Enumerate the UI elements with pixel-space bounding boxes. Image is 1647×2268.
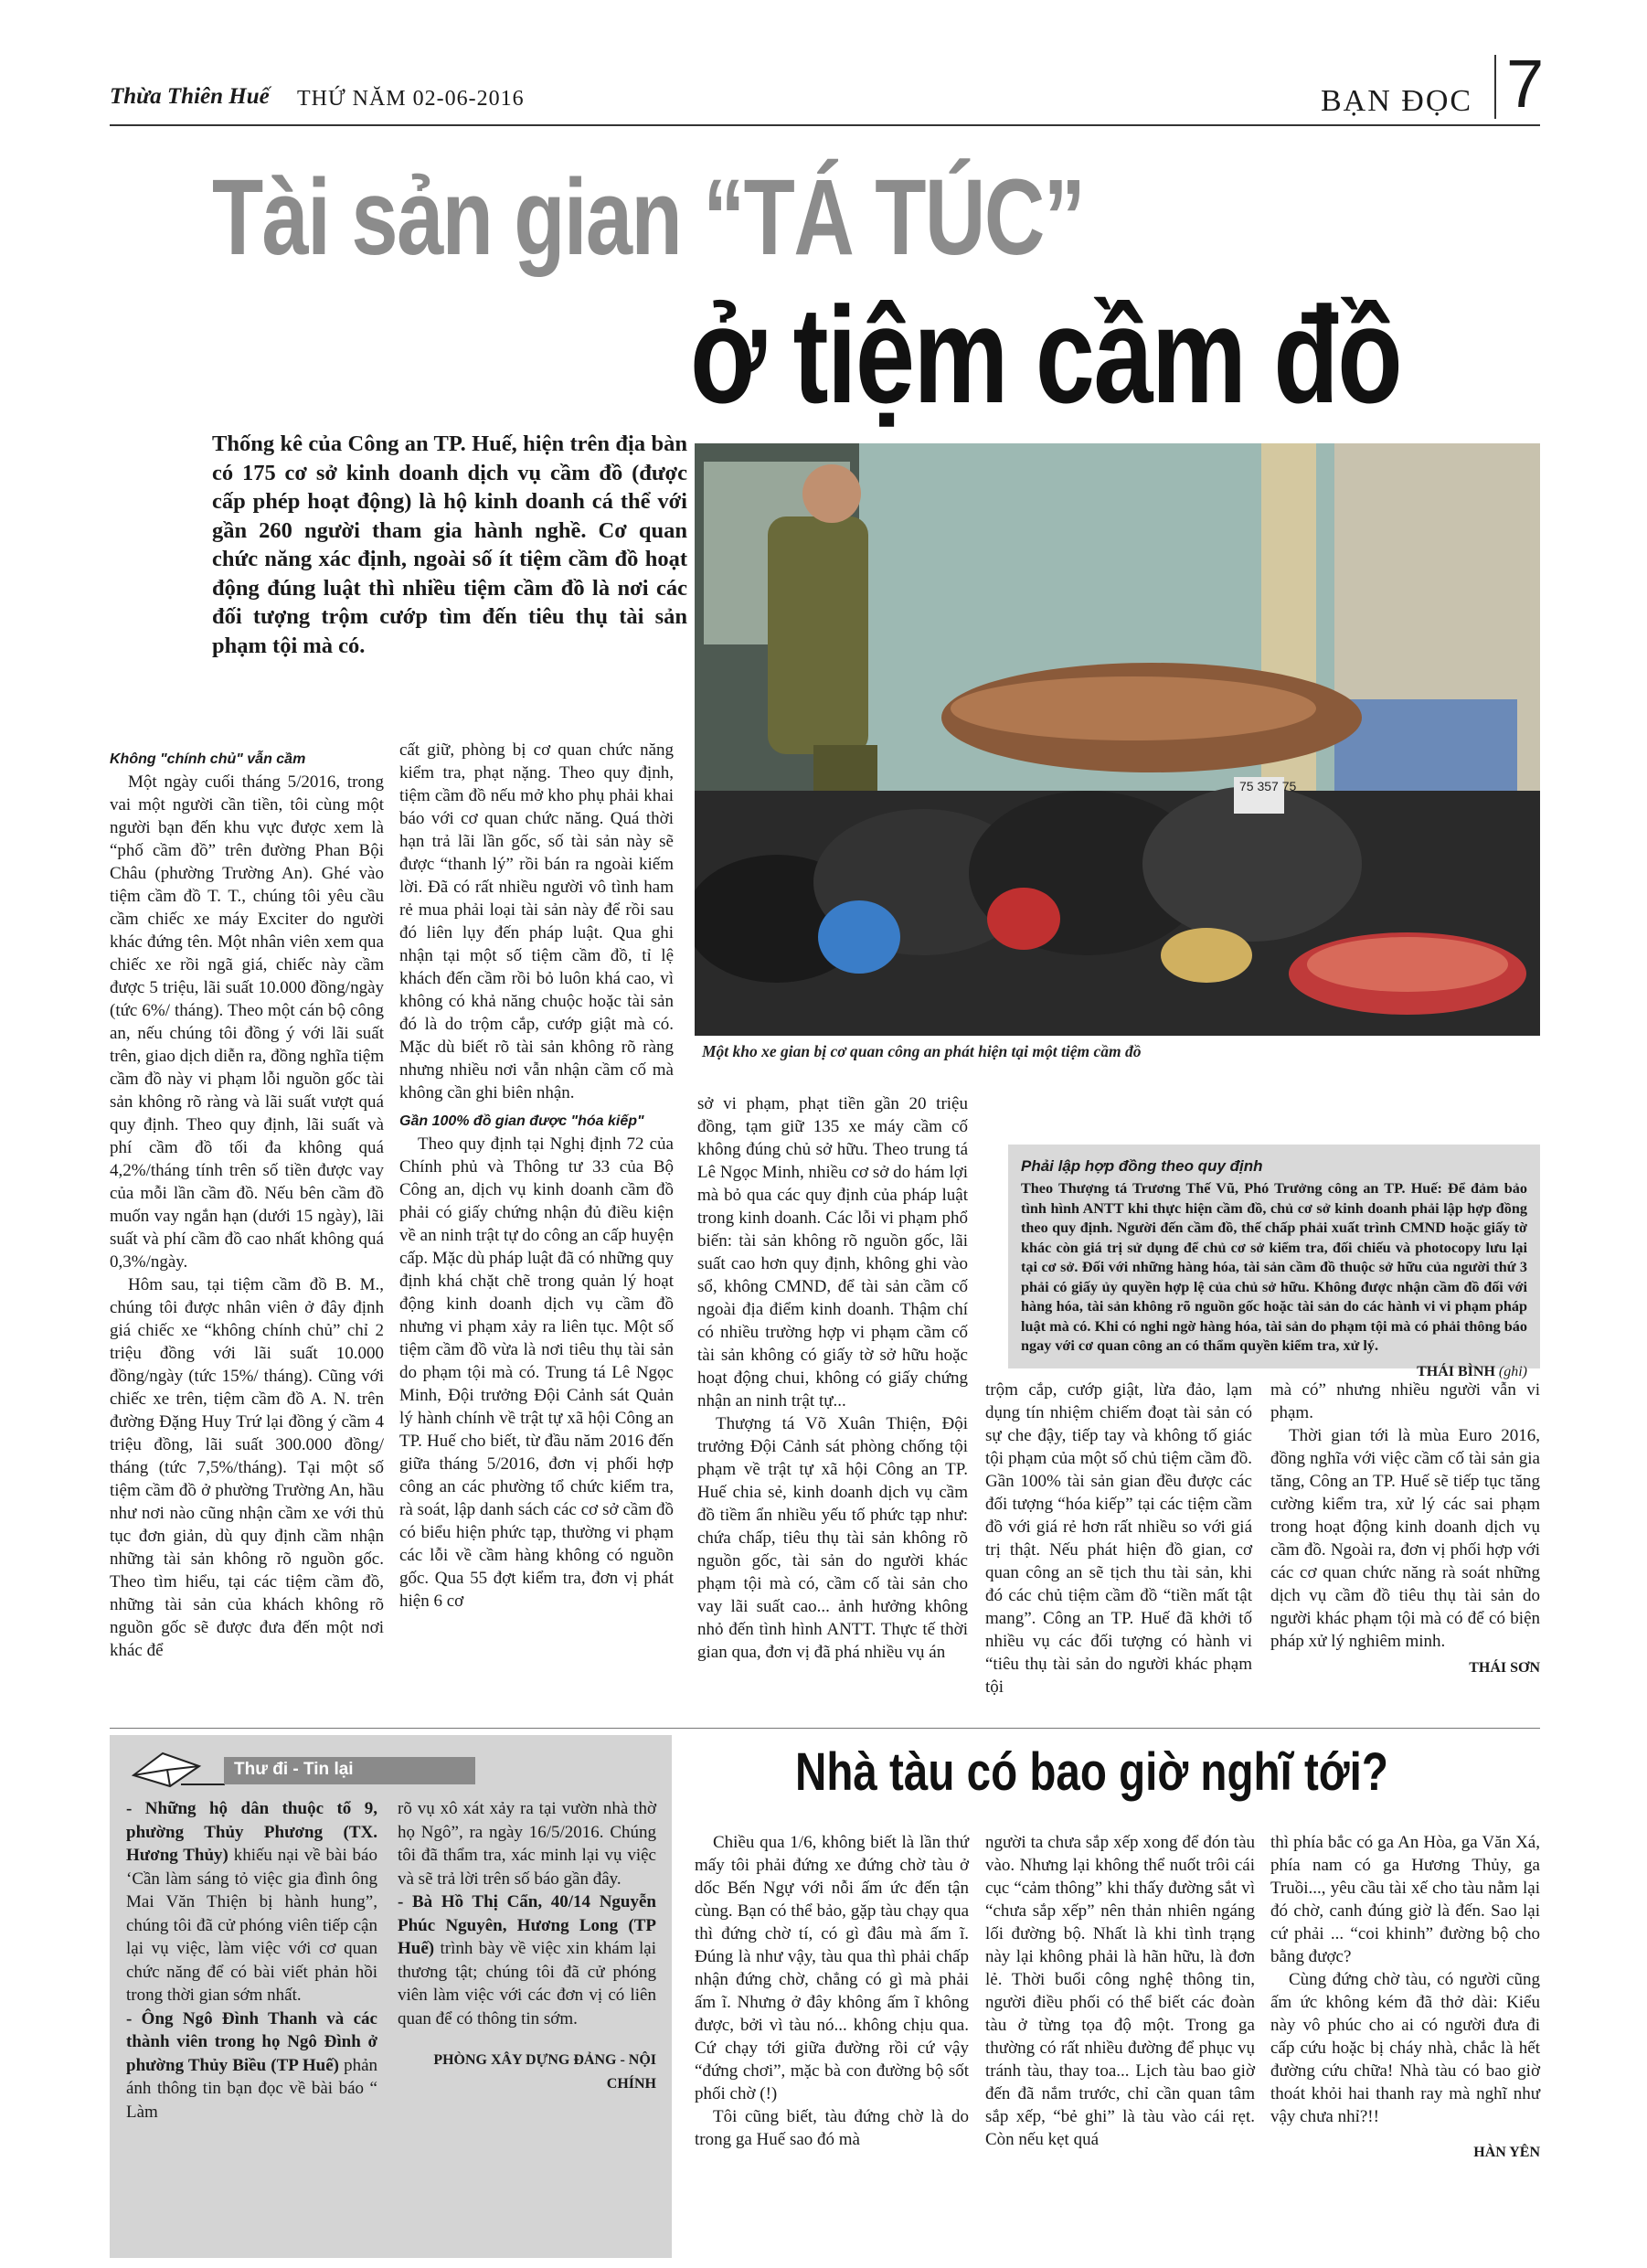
column-paragraph: cất giữ, phòng bị cơ quan chức năng kiểm tra, phạt nặng. Theo quy định, tiệm cầm đồ nếu mở kho phụ phải khai báo với cơ quan chức năng. Quá thời hạn trả lãi lần gốc, số tài sản này sẽ được “thanh lý” rồi bán ra ngoài kiếm lời. Đã có rất nhiều người vô tình ham rẻ mua phải loại tài sản này để rồi sau đó liên lụy đến pháp luật. Qua ghi nhận tại một số tiệm cầm đồ, tỉ lệ khách đến cầm rồi bỏ luôn khá cao, vì không có khả năng chuộc hoặc tài sản đó là do trộm cắp, cướp giật mà có. Mặc dù biết rõ tài sản không rõ ràng nhưng nhiều nơi vẫn nhận cầm cố mà không cần ghi biên nhận. (399, 740, 674, 1102)
letter-text: khiếu nại về bài báo ‘Cần làm sáng tỏ việc gia đình ông Mai Văn Thiện bị hành hung”, chúng tôi đã cử phóng viên tiếp cận lại vụ việc, làm việc với cơ quan chức năng để có bài viết phản hồi trong thời gian sớm nhất. (126, 1846, 377, 2005)
letters-signature: PHÒNG XÂY DỰNG ĐẢNG - NỘI CHÍNH (433, 2052, 656, 2092)
column-paragraph: Theo quy định tại Nghị định 72 của Chính phủ và Thông tư 33 của Bộ Công an, dịch vụ kinh doanh cầm đồ phải có giấy chứng nhận đủ điều kiện về an ninh trật tự do công an cấp huyện cấp. Mặc dù pháp luật đã có những quy định khá chặt chẽ trong quản lý hoạt động kinh doanh dịch vụ cầm đồ nhưng vi phạm xảy ra liên tục. Một số tiệm cầm đồ vừa là nơi tiêu thụ tài sản do phạm tội mà có. Trung tá Lê Ngọc Minh, Đội trưởng Đội Cảnh sát Quản lý hành chính về trật tự xã hội Công an TP. Huế cho biết, từ đầu năm 2016 đến giữa tháng 5/2016, đơn vị phối hợp công an các phường tổ chức kiểm tra, rà soát, lập danh sách các cơ sở cầm đồ có biểu hiện phức tạp, thường vi phạm các lỗi về cầm hàng không có nguồn gốc. Qua 55 đợt kiểm tra, đơn vị phát hiện 6 cơ (399, 1134, 674, 1611)
info-box (1008, 1145, 1540, 1379)
subheading-2: Gần 100% đồ gian được "hóa kiếp" (399, 1113, 644, 1129)
headline-line-1: Tài sản gian “TÁ TÚC” (212, 157, 1085, 278)
column-paragraph: Một ngày cuối tháng 5/2016, trong vai một người cần tiền, tôi cùng một người bạn đến khu vực được xem là “phố cầm đồ” trên đường Phan Bội Châu (phường Trường An). Ghé vào tiệm cầm đồ T. T., chúng tôi yêu cầu cầm chiếc xe máy Exciter do người khác đứng tên. Một nhân viên xem qua chiếc xe rồi ngã giá, chiếc này cầm được 5 triệu, lãi suất 10.000 đồng/ngày (tức 6%/ tháng). Theo một cán bộ công an, nếu chúng tôi đồng ý với lãi suất trên, giao dịch diễn ra, đồng nghĩa tiệm cầm đồ này vi phạm lỗi nguồn gốc tài sản không rõ ràng và lãi suất vượt quá quy định. Theo quy định, lãi suất và phí cầm đồ tối đa không quá 4,2%/tháng tính trên số tiền được vay của mỗi lần cầm đồ. Nếu bên cầm đồ muốn vay ngắn hạn (dưới 15 ngày), lãi suất và phí cầm đồ cao nhất không quá 0,3%/ngày. (110, 772, 384, 1272)
envelope-icon (126, 1748, 227, 1788)
letters-header (126, 1748, 510, 1786)
photo-illustration (695, 443, 1540, 1036)
photo-caption: Một kho xe gian bị cơ quan công an phát hiện tại một tiệm cầm đồ (702, 1042, 1142, 1060)
issue-date: THỨ NĂM 02-06-2016 (297, 87, 525, 111)
article2-column-2 (985, 1831, 1255, 2151)
column-paragraph: thì phía bắc có ga An Hòa, ga Văn Xá, phía nam có ga Hương Thủy, ga Truồi..., yêu cầu tài xế cho tàu nằm lại đó chờ, canh đúng giờ là đến. Sao lại cứ phải ... “coi khinh” đường bộ cho bằng được? (1270, 1833, 1540, 1966)
article-column-4 (985, 1379, 1252, 1698)
article-column-2 (399, 739, 674, 1613)
info-box-text: Theo Thượng tá Trương Thế Vũ, Phó Trưởng công an TP. Huế: Để đảm bảo tình hình ANTT khi thực hiện cầm đồ, chủ cơ sở kinh doanh phải lập hợp đồng theo quy định. Người đến cầm đồ, thế chấp phải xuất trình CMND hoặc giấy tờ khác còn giá trị sử dụng để chủ cơ sở kiểm tra, đối chiếu và photocopy lưu lại tại cơ sở. Đối với những hàng hóa, tài sản cầm đồ thuộc sở hữu của người thứ 3 phải có giấy ủy quyền hợp lệ của chủ sở hữu. Không được nhận cầm đồ đối với hàng hóa, tài sản không rõ nguồn gốc hoặc tài sản do các hành vi vi phạm pháp luật mà có. Khi có nghi ngờ hàng hóa, tài sản do phạm tội mà có phải thông báo ngay với cơ quan công an có thẩm quyền kiểm tra, xử lý. (1021, 1180, 1527, 1354)
letter-text: rõ vụ xô xát xảy ra tại vườn nhà thờ họ Ngô”, ra ngày 16/5/2016. Chúng tôi đã thẩm tra, xác minh lại vụ việc và sẽ trả lời trên số báo gần đây. (398, 1799, 656, 1889)
subheading-1: Không "chính chủ" vẫn cầm (110, 751, 306, 767)
letters-label: Thư đi - Tin lại (234, 1760, 354, 1779)
letter-sender: - Những hộ dân thuộc tổ 9, phường Thủy Phương (TX. Hương Thủy) (126, 1799, 377, 1865)
info-box-author-note: (ghi) (1498, 1363, 1527, 1379)
section-name: BẠN ĐỌC (1321, 84, 1473, 118)
column-paragraph: Hôm sau, tại tiệm cầm đồ B. M., chúng tôi được nhân viên ở đây định giá chiếc xe “không chính chủ” chỉ 2 triệu đồng với lãi suất 10.000 đồng/ngày (tức 15%/ tháng). Cũng với chiếc xe trên, tiệm cầm đồ A. N. trên đường Đặng Huy Trứ lại đồng ý cầm 4 triệu đồng, lãi suất 300.000 đồng/ tháng (tức 7,5%/tháng). Tại một số tiệm cầm đồ ở phường Trường An, hầu như nơi nào cũng nhận cầm xe với thủ tục đơn giản, dù quy định cầm nhận những tài sản không rõ nguồn gốc. Theo tìm hiểu, tại các tiệm cầm đồ, những tài sản của khách không rõ nguồn gốc sẽ được đưa đến một nơi khác để (110, 1275, 384, 1660)
top-rule (110, 124, 1540, 126)
letter-text: phản ánh thông tin bạn đọc về bài báo “ Làm (126, 2055, 378, 2122)
page-number: 7 (1506, 46, 1545, 122)
article-lead: Thống kê của Công an TP. Huế, hiện trên địa bàn có 175 cơ sở kinh doanh dịch vụ cầm đồ (được cấp phép hoạt động) là hộ kinh doanh cá thể với gần 260 người tham gia hành nghề. Cơ quan chức năng xác định, ngoài số ít tiệm cầm đồ hoạt động đúng luật thì nhiều tiệm cầm đồ là nơi các đối tượng trộm cướp tìm đến tiêu thụ tài sản phạm tội mà có. (212, 431, 687, 658)
info-box-title: Phải lập hợp đồng theo quy định (1021, 1157, 1263, 1175)
info-box-author: THÁI BÌNH (1417, 1363, 1495, 1379)
letter-text: trình bày về việc xin khám lại thương tật; chúng tôi đã cử phóng viên làm việc với các đơn vị có liên quan để có thông tin sớm. (398, 1939, 656, 2028)
article-column-3 (697, 1092, 968, 1664)
headline-article-2: Nhà tàu có bao giờ nghĩ tới? (795, 1742, 1388, 1802)
masthead-divider (1494, 55, 1496, 119)
letter-item (126, 1797, 377, 2007)
article2-author: HÀN YÊN (1473, 2145, 1540, 2160)
article2-column-3 (1270, 1831, 1540, 2164)
letters-column-1 (126, 1797, 377, 2124)
article-column-1 (110, 748, 384, 1662)
article2-column-1 (695, 1831, 969, 2151)
column-paragraph: Thời gian tới là mùa Euro 2016, đồng nghĩa với việc cầm cố tài sản gia tăng, Công an TP. Huế sẽ tiếp tục tăng cường kiểm tra, xử lý các sai phạm trong hoạt động kinh doanh dịch vụ cầm đồ. Ngoài ra, đơn vị phối hợp với các cơ quan chức năng rà soát những dịch vụ cầm đồ tiêu thụ tài sản do người khác phạm tội mà có để có biện pháp xử lý nghiêm minh. (1270, 1426, 1540, 1651)
letter-sender: - Ông Ngô Đình Thanh và các thành viên trong họ Ngô Đình ở phường Thủy Biều (TP Huế) (126, 2008, 377, 2075)
column-paragraph: mà có” nhưng nhiều người vẫn vi phạm. (1270, 1380, 1540, 1422)
headline-line-2: ở tiệm cầm đồ (690, 278, 1402, 431)
letters-box (110, 1735, 672, 2258)
letter-item (126, 2007, 377, 2124)
column-paragraph: Chiều qua 1/6, không biết là lần thứ mấy tôi phải đứng xe đứng chờ tàu ở dốc Bến Ngự với nỗi ấm ức đến tận cùng. Bạn có thể bảo, gặp tàu chạy qua thì đứng chờ tí, có gì đâu mà ấm ĩ. Đúng là như vậy, tàu qua thì phải chấp nhận đứng chờ, chẳng có gì mà phải ấm ĩ. Nhưng ở đây không ấm ĩ không được, bởi vì tàu nó... không chịu qua. Cứ chạy tới giữa đường rồi cứ vậy “đứng chơi”, mặc bà con đường bộ sốt phối chờ (!) (695, 1833, 969, 2103)
license-plate: 75 357 75 (1239, 779, 1297, 793)
column-paragraph: trộm cắp, cướp giật, lừa đảo, lạm dụng tín nhiệm chiếm đoạt tài sản có sự che đậy, tiếp tay và không tố giác tội phạm của một số chủ tiệm cầm đồ. Gần 100% tài sản gian đều được các đối tượng “hóa kiếp” tại các tiệm cầm đồ với giá rẻ hơn rất nhiều so với giá trị thật. Nếu phát hiện đồ gian, cơ quan công an sẽ tịch thu tài sản, khi đó các chủ tiệm cầm đồ “tiền mất tật mang”. Công an TP. Huế đã khởi tố nhiều vụ các đối tượng có hành vi “tiêu thụ tài sản do người khác phạm tội (985, 1380, 1252, 1697)
letter-item (398, 1890, 656, 2030)
column-paragraph: sở vi phạm, phạt tiền gần 20 triệu đồng, tạm giữ 135 xe máy cầm cố không đúng chủ sở hữu. Theo trung tá Lê Ngọc Minh, nhiều cơ sở do hám lợi mà bỏ qua các quy định của pháp luật trong kinh doanh. Các lỗi vi phạm phổ biến: tài sản không rõ nguồn gốc, lãi suất cao hơn quy định, không ghi vào sổ, không CMND, để tài sản cầm cố ngoài địa điểm kinh doanh. Thậm chí có nhiều trường hợp vi phạm cầm cố tài sản không có giấy tờ sở hữu hoặc hoạt động chui, không có giấy chứng nhận an ninh trật tự... (697, 1094, 968, 1411)
newspaper-name: Thừa Thiên Huế (110, 84, 270, 109)
column-paragraph: Cùng đứng chờ tàu, có người cũng ấm ức không kém đã thở dài: Kiểu này vô phúc cho ai có người đưa đi cấp cứu hoặc bị cháy nhà, chắc là hết đường cứu chữa! Nhà tàu có bao giờ thoát khỏi hai thanh ray mà nghĩ như vậy chưa nhỉ?!! (1270, 1970, 1540, 2126)
column-paragraph: Thượng tá Võ Xuân Thiện, Đội trưởng Đội Cảnh sát phòng chống tội phạm về trật tự xã hội Công an TP. Huế chia sẻ, kinh doanh dịch vụ cầm đồ tiềm ẩn nhiều yếu tố phức tạp như: chứa chấp, tiêu thụ tài sản không rõ nguồn gốc, tài sản do người khác phạm tội mà có, cầm cố tài sản cho vay lãi suất cao... ảnh hưởng không nhỏ đến tình hình ANTT. Thực tế thời gian qua, đơn vị đã phá nhiều vụ án (697, 1414, 968, 1662)
article-column-5 (1270, 1379, 1540, 1679)
article-author: THÁI SƠN (1469, 1660, 1540, 1676)
letter-sender: - Bà Hồ Thị Cẩn, 40/14 Nguyễn Phúc Nguyên, Hương Long (TP Huế) (398, 1892, 656, 1958)
info-box-signature (1008, 1357, 1540, 1380)
column-paragraph: người ta chưa sắp xếp xong để đón tàu vào. Nhưng lại không thể nuốt trôi cái cục “cảm thông” khi thấy đường sắt vì “chưa sắp xếp” nên thản nhiên ngáng lối đường bộ. Nhất là khi tình trạng này lại không phải là hãn hữu, là đơn lẻ. Thời buổi công nghệ thông tin, người điều phối có thể biết các đoàn tàu ở từng tọa độ một. Trong ga thường có rất nhiều đường để phục vụ tránh tàu, thay toa... Lịch tàu bao giờ đến đã nắm trước, chỉ cần quan tâm sắp xếp, “bẻ ghi” là tàu vào cái rẹt. Còn nếu kẹt quá (985, 1833, 1255, 2149)
article-photo (695, 443, 1540, 1036)
section-divider (110, 1728, 1540, 1729)
column-paragraph: Tôi cũng biết, tàu đứng chờ là do trong ga Huế sao đó mà (695, 2107, 969, 2149)
letters-column-2 (398, 1797, 656, 2095)
